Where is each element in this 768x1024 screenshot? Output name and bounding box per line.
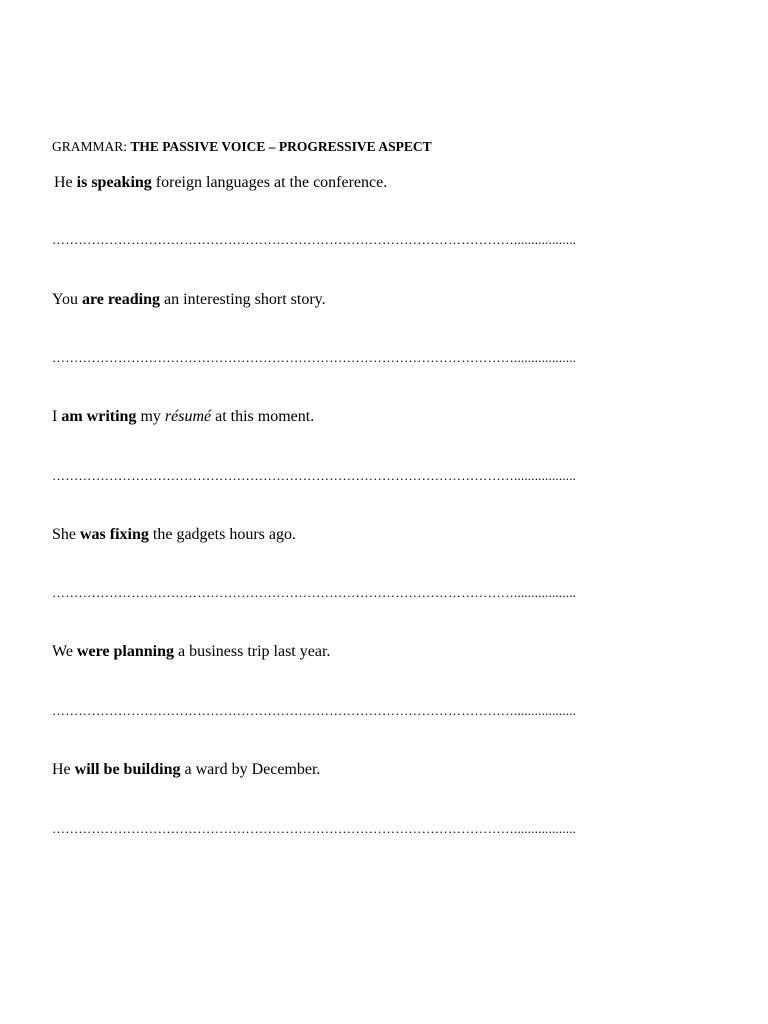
exercise-sentence-5 (52, 642, 330, 662)
exercise-sentence-2 (52, 290, 326, 310)
exercise-sentence-3 (52, 407, 314, 427)
sentence-subject: I (52, 408, 62, 425)
answer-line-1[interactable]: …………………………………………………………………………………………….................. (52, 233, 577, 247)
sentence-subject: We (52, 643, 77, 660)
sentence-verb: were planning (76, 643, 174, 660)
sentence-rest: a ward by December. (180, 761, 321, 778)
exercise-sentence-1 (54, 173, 387, 193)
answer-line-2[interactable]: …………………………………………………………………………………………….................. (52, 351, 577, 365)
sentence-rest: a business trip last year. (173, 643, 331, 660)
answer-line-6[interactable]: …………………………………………………………………………………………….................. (52, 822, 577, 836)
sentence-subject: He (52, 761, 75, 778)
exercise-sentence-4 (52, 525, 296, 545)
answer-line-5[interactable]: …………………………………………………………………………………………….................. (52, 704, 577, 718)
sentence-verb: will be building (74, 761, 181, 778)
worksheet-heading (52, 138, 432, 156)
heading-title: THE PASSIVE VOICE – PROGRESSIVE ASPECT (130, 139, 432, 154)
sentence-verb: am writing (61, 408, 137, 425)
answer-line-4[interactable]: …………………………………………………………………………………………….................. (52, 586, 577, 600)
sentence-subject: You (52, 291, 82, 308)
heading-prefix: GRAMMAR: (52, 139, 131, 154)
sentence-verb: is speaking (76, 174, 152, 191)
sentence-italic-word: résumé (164, 408, 212, 425)
exercise-sentence-6 (52, 760, 320, 780)
answer-line-3[interactable]: …………………………………………………………………………………………….................. (52, 469, 577, 483)
sentence-rest: foreign languages at the conference. (151, 174, 388, 191)
sentence-subject: He (54, 174, 77, 191)
sentence-rest: my (136, 408, 165, 425)
sentence-rest: an interesting short story. (160, 291, 326, 308)
sentence-rest: the gadgets hours ago. (148, 526, 296, 543)
sentence-subject: She (52, 526, 80, 543)
sentence-verb: was fixing (80, 526, 149, 543)
sentence-rest-2: at this moment. (211, 408, 315, 425)
sentence-verb: are reading (81, 291, 161, 308)
